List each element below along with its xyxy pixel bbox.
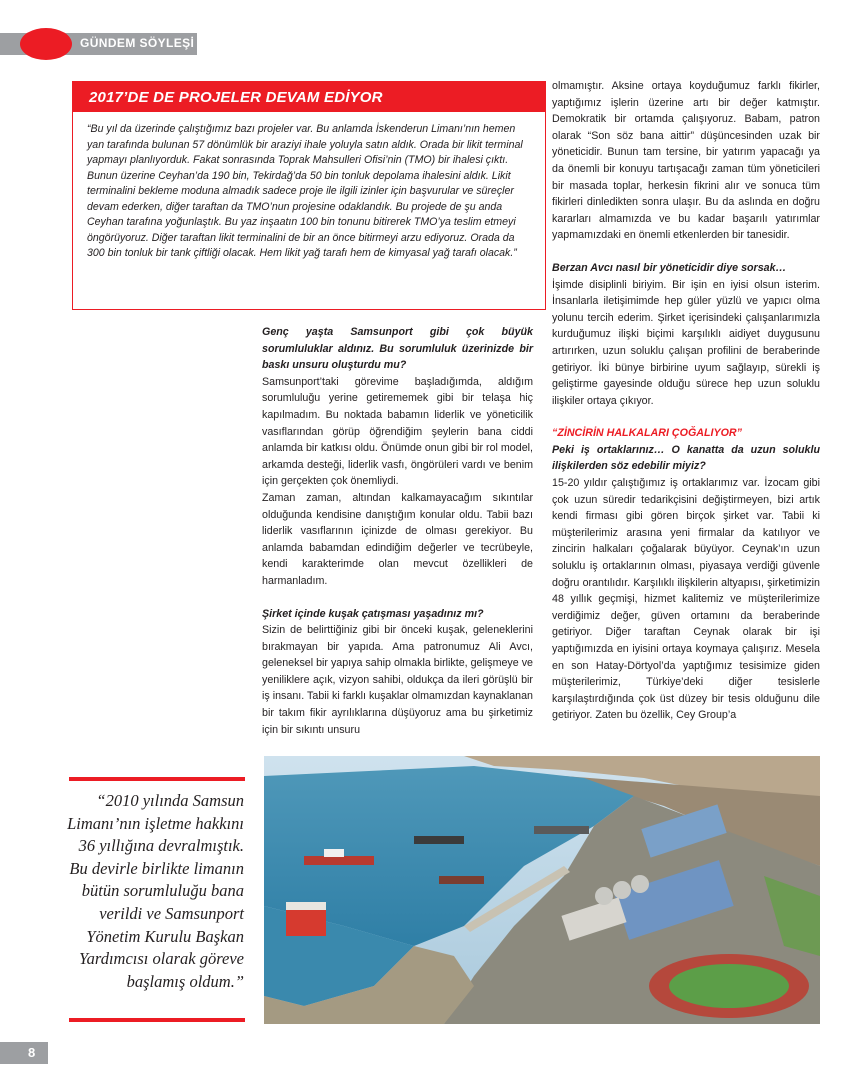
quote-rule-bottom	[69, 1018, 245, 1022]
subheading: “ZİNCİRİN HALKALARI ÇOĞALIYOR”	[552, 427, 742, 440]
question-1: Genç yaşta Samsunport gibi çok büyük sorumluluklar aldınız. Bu sorumluluk üzerinizde bir baskı unsuru oluşturdu mu?	[262, 326, 533, 372]
answer-3: İşimde disiplinli biriyim. Bir işin en iyisi olsun isterim. İnsanlarla iletişimimde hep güler yüzlü ve yapıcı olma yolunu tercih ederim. Şirket içerisindeki çalışanlarımızla kurduğumuz ilişki biçimi karşılıklı aidiyet duygusunu artırırken, uzun soluklu çalışan profilini de beraberinde getiriyor. İki bünye birbirine uyum sağlayıp, sürekli iş geliştirme gayesinde olduğu sürece hep uzun soluklu ilişkiler ortaya çıkıyor.	[552, 278, 820, 407]
article-column-middle	[262, 324, 533, 738]
article-column-right	[552, 78, 820, 724]
pull-quote: “2010 yılında Samsun Limanı’nın işletme hakkını 36 yıllığına devralmıştık. Bu devirle birlikte limanın bütün sorumluluğu bana verildi ve Samsunport Yönetim Kurulu Başkan Yardımcısı olarak göreve başlamış oldum.”	[67, 791, 244, 991]
sidebar-box-text: “Bu yıl da üzerinde çalıştığımız bazı projeler var. Bu anlamda İskenderun Limanı’nın hemen yan tarafında bulunan 57 dönümlük bir araziyi ihale yoluyla satın aldık. Orada bir likit terminal yapmayı planlıyorduk. Fakat sonrasında Toprak Mahsulleri Ofisi’nin (TMO) bir ihalesi çıktı. Bunun üzerine Ceyhan’da 190 bin, Tekirdağ’da 50 bin tonluk depolama ihalesini aldık. Likit terminalini bekleme moduna almadık sadece proje ile ilgili izinler için başvurular ve süreçler devam ederken, diğer taraftan da TMO’nun projesine odaklandık. Bu projede de şu anda Ceyhan tarafına yoğunlaştık. Bu yaz inşaatın 100 bin tonunu bitirerek TMO’ya teslim etmeyi öngörüyoruz. Diğer taraftan likit terminalini de bir an önce bitirmeyi arzu ediyoruz. Orada da 300 bin tonluk bir tank çiftliği olacak. Hem likit yağ tarafı hem de kimyasal yağ tarafı olacak.”	[87, 123, 523, 259]
page-number-bar	[0, 1042, 48, 1064]
answer-4: 15-20 yıldır çalıştığımız iş ortaklarımız var. İzocam gibi çok uzun süredir tedarikçisini değiştirmeyen, bizi artık kendi firması gibi gören birçok şirket var. Tabii ki müşterilerimiz arasına yeni firmalar da katılıyor ve zincirin halkaları çoğalarak büyüyor. Ceynak’ın uzun soluklu iş ortaklarının olması, piyasaya verdiği güvenle doğru orantılıdır. Karşılıklı ilişkilerin altyapısı, şirketimizin 48 yıllık geçmişi, hizmet kalitemiz ve müşterilerimize verdiğimiz değer, güven ortamını da beraberinde getiriyor. Diğer taraftan Ceynak olarak bir işi yaptığımızda en iyisini ortaya koymaya çalışırız. Mesela en son Hatay-Dörtyol’da yaptığımız tesisimize giden müşterilerimiz, Türkiye’deki diğer tesislerle karşılaştırdığında çok üst düzey bir tesis olduğunu dile getiriyor. Zaten bu özellik, Cey Group’a	[552, 477, 820, 722]
paragraph-continued: olmamıştır. Aksine ortaya koyduğumuz farklı fikirler, yaptığımız işlerin üzerine artı bir değer katmıştır. Demokratik bir ortamda çalışıyoruz. Babam, patron olarak “Son söz bana aittir” düşüncesinden uzak bir yöneticidir. Bunun tam tersine, bir yatırım yapacağı ya da önemli bir konuyu tartışacağı zaman tüm yöneticileri bir masada toplar, herkesin fikrini alır ve sonuca tüm fikirleri dinledikten sonra ulaşır. Bu da aslında en doğru kararları almamızda ve bu kadar başarılı yatırımlar yapmamızdaki en önemli etkenlerden bir tanesidir.	[552, 80, 820, 242]
answer-1: Samsunport’taki görevime başladığımda, aldığım sorumluluğu yerine getirememek gibi bir telaşa hiç kapılmadım. Bu noktada babamın liderlik ve yöneticilik vasıflarından görüp öğrendiğim şeylerin bana ciddi anlamda bir katkısı oldu. Önümde onun gibi bir rol model, arkamda desteği, liderlik vasfı, öngörüleri vardı ve benim için gerçekten çok önemliydi.	[262, 375, 533, 488]
question-2: Şirket içinde kuşak çatışması yaşadınız mı?	[262, 607, 484, 620]
answer-1b: Zaman zaman, altından kalkamayacağım sıkıntılar olduğunda kendisine danıştığım konular oldu. Tabii bazı liderlik vasıflarının içinizde de olması gerekiyor. Bu anlamda babamdan edindiğim değerler ve tecrübeyle, kendi karakterimde olan mevcut özellikleri de harmanladım.	[262, 491, 533, 587]
sidebar-box	[72, 81, 546, 310]
page-number: 8	[28, 1045, 36, 1060]
section-header-oval	[20, 28, 72, 60]
question-3: Berzan Avcı nasıl bir yöneticidir diye sorsak…	[552, 261, 787, 274]
section-header-label: GÜNDEM SÖYLEŞİ	[80, 36, 195, 50]
question-4: Peki iş ortaklarınız… O kanatta da uzun soluklu ilişkilerden söz edebilir miyiz?	[552, 443, 820, 473]
port-aerial-photo	[264, 756, 820, 1024]
port-photo-svg	[264, 756, 820, 1024]
sidebar-box-title-text: 2017’DE DE PROJELER DEVAM EDİYOR	[89, 89, 383, 106]
answer-2: Sizin de belirttiğiniz gibi bir önceki kuşak, geleneklerini bırakmayan bir yapıda. Ama patronumuz Ali Avcı, geleneksel bir yapıya sahip olmakla birlikte, gelişmeye ve yeniliklere açık, vizyon sahibi, oldukça da ileri görüşlü bir iş insanı. Tabii ki farklı kuşaklar olmamızdan kaynaklanan bir takım fikir ayrılıklarına düşüyoruz ama bu şirketimiz için bir sıkıntı unsuru	[262, 624, 533, 736]
sidebar-box-title	[73, 82, 545, 112]
quote-rule-top	[69, 777, 245, 781]
